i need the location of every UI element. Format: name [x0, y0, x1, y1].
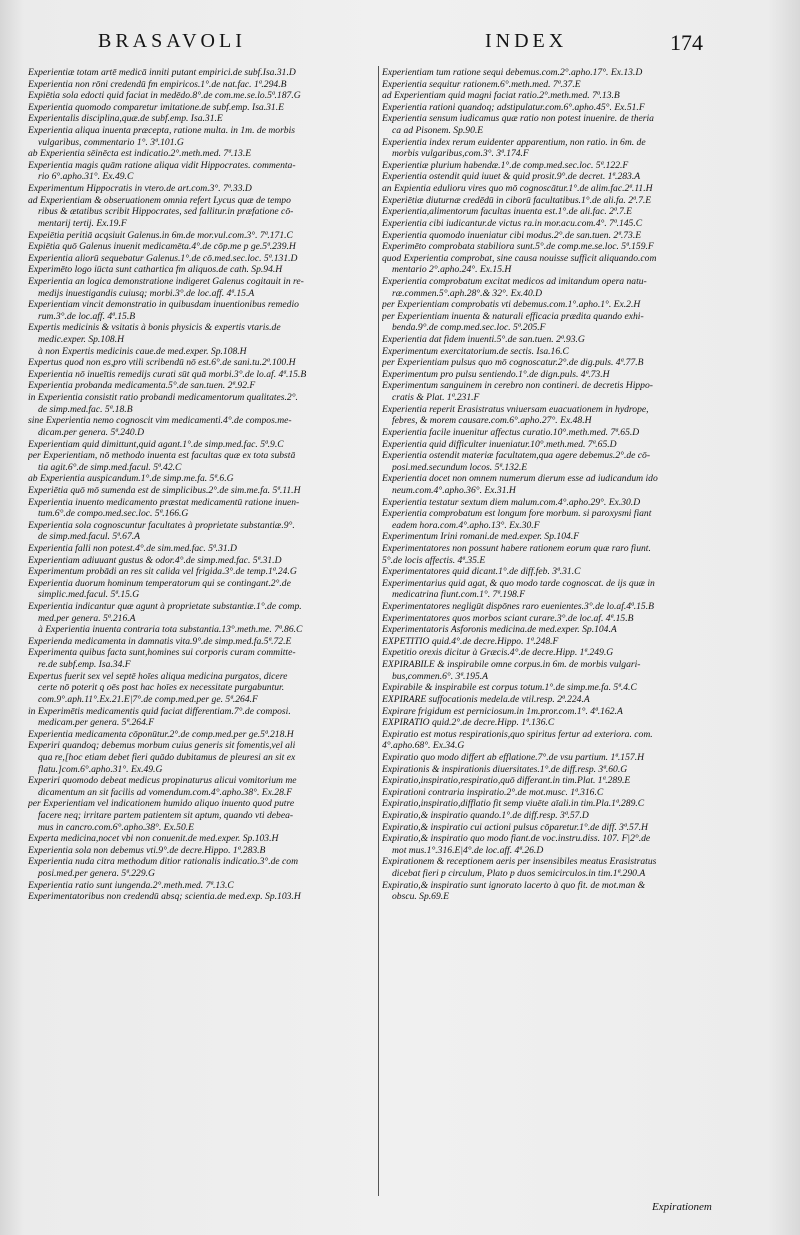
index-entry-line: Experientiam tum ratione sequi debemus.com.2°.apho.17°. Ex.13.D: [382, 67, 643, 78]
index-entry-line: Experimentarius quid agat, & quo modo tarde cognoscat. de ijs quæ in: [382, 577, 655, 589]
index-entry-line: Experientalis disciplina,quæ.de subf.emp. Isa.31.E: [28, 113, 223, 125]
index-entry-line: sine Experientia nemo cognoscit vim medicamenti.4°.de compos.me-: [28, 415, 292, 427]
index-entry-line: Experientia magis quām ratione aliqua vidit Hippocrates. commenta-: [28, 159, 296, 171]
index-entry-line: Experimentum exercitatorium.de sectis. Isa.16.C: [382, 345, 569, 357]
index-entry-line: Experimentatores quos morbos sciant curare.3°.de loc.af. 4ª.15.B: [382, 612, 634, 624]
index-entry-line: Experientia nuda citra methodum ditior rationalis indicatio.3°.de com: [28, 856, 299, 868]
index-entry-line: Experimenta quibus facta sunt,homines sui corporis curam committe-: [28, 647, 296, 659]
index-entry-line: Experientia quid difficulter inueniatur.10°.meth.med. 7ª.65.D: [382, 438, 617, 450]
index-entry-line: Expertus quod non es,pro vtili scribendū nō est.6°.de sani.tu.2ª.100.H: [28, 357, 296, 369]
index-entry-line: Expiratio,inspiratio,respiratio,quō differant.in tim.Plat. 1ª.289.E: [382, 775, 631, 787]
index-entry-line: dicebat fieri p circulum, Plato p duos semicirculos.in tim.1ª.290.A: [392, 868, 646, 880]
index-entry-line: Experimentum pro pulsu sentiendo.1°.de dign.puls. 4ª.73.H: [382, 368, 610, 380]
index-entry-line: Expertus fuerit sex vel septē hoīes aliqua medicina purgatos, dicere: [28, 670, 288, 682]
index-entry-line: Expiratio,& inspiratio quando.1°.de diff.resp. 3ª.57.D: [382, 810, 589, 821]
index-entry-line: certe nō poterit q oēs post hac hoīes ex necessitate purgabuntur.: [38, 682, 285, 694]
index-entry-line: Experimentatores quid dicant.1°.de diff.feb. 3ª.31.C: [382, 566, 581, 578]
index-entry-line: Experimēto logo iūcta sunt cathartica fm aliquos.de cath. Sp.94.H: [28, 264, 283, 276]
index-entry-line: ad Experientiam & obseruationem omnia refert Lycus quæ de tempo: [28, 194, 291, 206]
index-entry-line: ribus & ætatibus scribit Hippocrates, sed fallitur.in præfatione cō-: [38, 206, 294, 218]
index-entry-line: Experientia docet non omnem numerum dierum esse ad iudicandum ido: [382, 473, 658, 485]
index-entry-line: Expirationis & inspirationis diuersitates.1°.de diff.resp. 3ª.60.G: [382, 763, 628, 775]
index-entry-line: neum.com.4°.apho.36°. Ex.31.H: [392, 484, 516, 496]
catchword: Expirationem: [652, 1201, 712, 1213]
index-entry-line: Experientia sequitur rationem.6°.meth.med. 7ª.37.E: [382, 78, 581, 90]
index-entry-line: morbis vulgaribus,com.3°. 3ª.174.F: [392, 148, 529, 160]
index-entry-line: Experiētia quō mō sumenda est de simplicibus.2°.de sim.me.fa. 5ª.11.H: [28, 484, 301, 496]
index-entry-line: Experientia an logica demonstratione indigeret Galenus cogitauit in re-: [28, 275, 304, 287]
index-entry-line: mentario 2°.apho.24°. Ex.15.H: [392, 264, 512, 276]
index-entry-line: ab Experientia auspicandum.1°.de simp.me.fa. 5ª.6.G: [28, 473, 234, 485]
index-entry-line: Experiētiæ diuturnæ credēdū in ciborū facultatibus.1°.de ali.fa. 2ª.7.E: [382, 194, 652, 206]
index-entry-line: Experimentum Irini romani.de med.exper. Sp.104.F: [382, 531, 580, 543]
column-divider: [378, 66, 379, 1196]
index-entry-line: Experientiam adiuuant gustus & odor.4°.de simp.med.fac. 5ª.31.D: [28, 554, 282, 566]
index-entry-line: qua re,[hoc etiam debet fieri quādo dubitamus de pleuresi an sit ex: [38, 751, 296, 763]
index-entry-line: Experientia inuento medicamento præstat medicamentū ratione inuen-: [28, 496, 300, 508]
index-entry-line: Experientia medicamenta cōponūtur.2°.de comp.med.per ge.5ª.218.H: [28, 728, 294, 740]
index-entry-line: Experientia cibi iudicantur.de victus ra.in mor.acu.com.4°. 7ª.145.C: [382, 217, 643, 229]
index-entry-line: Experientia aliorū sequebatur Galenus.1°.de cō.med.sec.loc. 5ª.131.D: [28, 252, 298, 264]
index-entry-line: ræ.commen.5°.aph.28°.& 32°. Ex.40.D: [392, 287, 543, 299]
index-entry-line: per Experientiam comprobatis vti debemus.com.1°.apho.1°. Ex.2.H: [382, 299, 641, 311]
running-head-author: BRASAVOLI: [98, 30, 246, 52]
index-entry-line: Experta medicina,nocet vbi non conuenit.de med.exper. Sp.103.H: [28, 833, 279, 845]
index-entry-line: 5°.de locis affectis. 4ª.35.E: [382, 554, 486, 566]
index-entry-line: Expiratio quo modo differt ab efflatione.7°.de vsu partium. 1ª.157.H: [382, 751, 645, 763]
index-entry-line: tia agit.6°.de simp.med.facul. 5ª.42.C: [38, 461, 182, 473]
index-entry-line: mot mus.1°.316.E|4°.de loc.aff. 4ª.26.D: [392, 844, 544, 856]
index-entry-line: Experiri quandoq; debemus morbum cuius generis sit fomentis,vel ali: [28, 740, 296, 752]
index-entry-line: Experientia sola cognoscuntur facultates à proprietate substantiæ.9°.: [28, 519, 295, 531]
index-entry-line: obscu. Sp.69.E: [392, 891, 450, 903]
index-entry-line: eadem hora.com.4°.apho.13°. Ex.30.F: [392, 519, 540, 531]
index-entry-line: med.per genera. 5ª.216.A: [38, 612, 136, 624]
index-entry-line: Experimentum sanguinem in cerebro non contineri. de decretis Hippo-: [382, 380, 653, 392]
index-entry-line: bus,commen.6°. 3ª.195.A: [392, 670, 489, 682]
index-entry-line: Experimentatores non possunt habere rationem eorum quæ raro fiunt.: [382, 542, 651, 554]
index-entry-line: Experientia comprobatum est longum fore morbum. si paroxysmi fiant: [382, 508, 652, 520]
index-entry-line: Experientia comprobatum excitat medicos ad imitandum opera natu-: [382, 275, 647, 287]
index-entry-line: ca ad Pisonem. Sp.90.E: [392, 125, 484, 137]
index-entry-line: Experienda medicamenta in damnatis vita.9°.de simp.med.fa.5ª.72.E: [28, 635, 292, 647]
index-entry-line: à non Expertis medicinis caue.de med.exper. Sp.108.H: [38, 345, 247, 357]
index-entry-line: per Experientiam inuenta & naturali efficacia prædita quando exhi-: [382, 310, 644, 322]
index-entry-line: simplic.med.facul. 5ª.15.G: [38, 589, 140, 601]
index-column-left: [28, 67, 374, 1197]
index-entry-line: facere neq; irritare partem patientem sit aptum, quando vti debea-: [38, 810, 294, 821]
index-entry-line: rum.3°.de loc.aff. 4ª.15.B: [38, 310, 136, 322]
index-entry-line: Experientia reperit Erasistratus vniuersam euacuationem in hydrope,: [382, 403, 649, 415]
index-entry-line: Experientiæ plurium habendæ.1°.de comp.med.sec.loc. 5ª.122.F: [382, 159, 629, 171]
index-entry-line: Experientia sensum iudicamus quæ ratio non potest inuenire. de theria: [382, 113, 654, 125]
index-entry-line: Experientia,alimentorum facultas inuenta est.1°.de ali.fac. 2ª.7.E: [382, 206, 633, 218]
index-entry-line: quod Experientia comprobat, sine causa nouisse sufficit aliquando.com: [382, 252, 657, 264]
index-entry-line: com.9°.aph.11°.Ex.21.E|7°.de comp.med.per ge. 5ª.264.F: [38, 693, 258, 705]
index-entry-line: vulgaribus, commentario 1°. 3ª.101.G: [38, 136, 184, 148]
page-number: 174: [670, 30, 703, 55]
index-entry-line: Expetitio orexis dicitur à Græcis.4°.de decre.Hipp. 1ª.249.G: [382, 647, 614, 659]
index-entry-line: EXPIRABILE & inspirabile omne corpus.in 6m. de morbis vulgari-: [382, 659, 641, 671]
index-entry-line: Experientia quomodo inueniatur cibi modus.2°.de san.tuen. 2ª.73.E: [382, 229, 642, 241]
index-entry-line: Experientiam quid dimittunt,quid agant.1°.de simp.med.fac. 5ª.9.C: [28, 438, 284, 450]
index-entry-line: Experimentatoris Asforonis medicina.de med.exper. Sp.104.A: [382, 624, 617, 636]
index-entry-line: Experiri quomodo debeat medicus propinaturus alicui vomitorium me: [28, 775, 297, 787]
index-entry-line: Experientia ratio sunt iungenda.2°.meth.med. 7ª.13.C: [28, 879, 234, 891]
index-entry-line: tum.6°.de compo.med.sec.loc. 5ª.166.G: [38, 508, 189, 520]
index-entry-line: mus in cancro.com.6°.apho.38°. Ex.50.E: [38, 821, 194, 833]
index-entry-line: ad Experientiam quid magni faciat ratio.2°.meth.med. 7ª.13.B: [382, 90, 620, 102]
index-entry-line: per Experientiam vel indicationem humido aliquo inuento quod putre: [28, 798, 295, 810]
index-entry-line: rio 6°.apho.31°. Ex.49.C: [38, 171, 134, 183]
index-entry-line: in Experientia consistit ratio probandi medicamentorum qualitates.2°.: [28, 392, 298, 404]
running-head-title: INDEX: [485, 30, 568, 52]
index-entry-line: Expirabile & inspirabile est corpus totum.1°.de simp.me.fa. 5ª.4.C: [382, 682, 637, 694]
index-entry-line: Experientiam vincit demonstratio in quibusdam inuentionibus remedio: [28, 299, 299, 311]
index-entry-line: Expiratio,& inspiratio cui actioni pulsus cōparetur.1°.de diff. 3ª.57.H: [382, 821, 648, 833]
index-entry-line: medicatrina fiunt.com.1°. 7ª.198.F: [392, 589, 526, 601]
index-entry-line: ab Experientia sēinēcta est indicatio.2°.meth.med. 7ª.13.E: [28, 148, 252, 160]
index-entry-line: 4°.apho.68°. Ex.34.G: [382, 740, 465, 752]
index-entry-line: cratis & Plat. 1ª.231.F: [392, 392, 480, 404]
index-entry-line: Experientia rationi quandoq; adstipulatur.com.6°.apho.45°. Ex.51.F: [382, 101, 645, 113]
index-entry-line: de simp.med.fac. 5ª.18.B: [38, 403, 133, 415]
index-entry-line: Expertis medicinis & vsitatis à bonis physicis & expertis vtaris.de: [28, 322, 281, 334]
index-entry-line: à Experientia inuenta contraria tota substantia.13°.meth.me. 7ª.86.C: [38, 624, 303, 636]
index-entry-line: Experientia probanda medicamenta.5°.de san.tuen. 2ª.92.F: [28, 380, 256, 392]
index-entry-line: Expiratio,& inspiratio sunt ignorato lacerto à quo fit. de mot.man &: [382, 879, 646, 891]
index-entry-line: Experimentatores negligūt dispōnes raro euenientes.3°.de lo.af.4ª.15.B: [382, 601, 654, 613]
index-entry-line: medijs inuestigandis cuiusq; morbi.3°.de loc.aff. 4ª.15.A: [38, 287, 255, 299]
index-entry-line: in Experimētis medicamentis quid faciat differentiam.7°.de composi.: [28, 705, 291, 717]
index-entry-line: mentarij tertij. Ex.19.F: [38, 217, 127, 229]
index-entry-line: flatu.]com.6°.apho.31°. Ex.49.G: [38, 763, 163, 775]
index-entry-line: Experientia dat fidem inuenti.5°.de san.tuen. 2ª.93.G: [382, 334, 585, 346]
index-entry-line: medicam.per genera. 5ª.264.F: [38, 717, 155, 729]
index-entry-line: EXPETITIO quid.4°.de decre.Hippo. 1ª.248.F: [382, 635, 559, 647]
index-entry-line: dicam.per genera. 5ª.240.D: [38, 426, 145, 438]
index-entry-line: medic.exper. Sp.108.H: [38, 334, 125, 346]
index-entry-line: Expiratio,& inspiratio quo modo fiant.de voc.instru.diss. 107. F|2°.de: [382, 833, 651, 845]
index-entry-line: Experientia facile inuenitur affectus curatio.10°.meth.med. 7ª.65.D: [382, 426, 640, 438]
index-entry-line: re.de subf.emp. Isa.34.F: [38, 659, 131, 671]
index-entry-line: benda.9°.de comp.med.sec.loc. 5ª.205.F: [392, 322, 546, 334]
index-column-right: [382, 67, 738, 1177]
index-entry-line: Expiratio est motus respirationis,quo spiritus fertur ad exteriora. com.: [382, 728, 653, 740]
index-entry-line: posi.med.secundum locos. 5ª.132.E: [392, 461, 528, 473]
index-entry-line: Expirare frigidum est perniciosum.in 1m.pror.com.1°. 4ª.162.A: [382, 705, 623, 717]
index-entry-line: febres, & morem causare.com.6°.apho.27°. Ex.48.H: [392, 415, 592, 427]
index-entry-line: de simp.med.facul. 5ª.67.A: [38, 531, 141, 543]
index-entry-line: per Experientiam pulsus quo mō cognoscatur.2°.de dig.puls. 4ª.77.B: [382, 357, 644, 369]
index-entry-line: Experientia aliqua inuenta præcepta, ratione multa. in 1m. de morbis: [28, 125, 295, 137]
index-entry-line: Expeiētia peritiā acqsiuit Galenus.in 6m.de mor.vul.com.3°. 7ª.171.C: [28, 229, 293, 241]
index-entry-line: Expirationi contraria inspiratio.2°.de mot.musc. 1ª.316.C: [382, 786, 604, 798]
index-entry-line: EXPIRATIO quid.2°.de decre.Hipp. 1ª.136.C: [382, 717, 555, 729]
index-entry-line: per Experientiam, nō methodo inuenta est facultas quæ ex tota substā: [28, 450, 296, 462]
index-entry-line: Experimentum Hippocratis in vtero.de art.com.3°. 7ª.33.D: [28, 183, 252, 195]
index-entry-line: Experientia duorum hominum temperatorum qui se contingant.2°.de: [28, 577, 291, 589]
index-entry-line: Experientia non rōni credendū fm empiricos.1°.de nat.fac. 1ª.294.B: [28, 78, 287, 90]
index-entry-line: Experimēto comprobata stabiliora sunt.5°.de comp.me.se.loc. 5ª.159.F: [382, 241, 654, 253]
index-entry-line: Experientia index rerum euidenter apparentium, non ratio. in 6m. de: [382, 136, 646, 148]
index-entry-line: Expiētia quō Galenus inuenit medicamēta.4°.de cōp.me p ge.5ª.239.H: [28, 241, 296, 253]
index-entry-line: Experientia indicantur quæ agunt à proprietate substantiæ.1°.de comp.: [28, 601, 302, 613]
index-entry-line: an Expientia edulioru vires quo mō cognoscātur.1°.de alim.fac.2ª.11.H: [382, 183, 653, 195]
index-entry-line: Experientia testatur sextum diem malum.com.4°.apho.29°. Ex.30.D: [382, 496, 641, 508]
index-entry-line: dicamentum an sit facilis ad vomendum.com.4°.apho.38°. Ex.28.F: [38, 786, 293, 798]
index-entry-line: Experientia ostendit materiæ facultatem,qua agere debemus.2°.de cō-: [382, 450, 651, 462]
index-entry-line: Expiratio,inspiratio,difflatio fit semp viuēte aīali.in tim.Pla.1ª.289.C: [382, 798, 645, 810]
index-entry-line: posi.med.per genera. 5ª.229.G: [38, 868, 155, 880]
index-entry-line: EXPIRARE suffocationis medela.de vtil.resp. 2ª.224.A: [382, 693, 590, 705]
index-entry-line: Experientia falli non potest.4°.de sim.med.fac. 5ª.31.D: [28, 542, 237, 554]
index-entry-line: Experientiæ totam artē medicā inniti putant empirici.de subf.Isa.31.D: [28, 67, 296, 78]
index-entry-line: Experimentum probādi an res sit calida vel frigida.3°.de temp.1ª.24.G: [28, 566, 297, 578]
index-entry-line: Expiētia sola edocti quid faciat in medēdo.8°.de com.me.se.lo.5ª.187.G: [28, 90, 301, 102]
index-entry-line: Experientia ostendit quid iuuet & quid prosit.9°.de decret. 1ª.283.A: [382, 171, 641, 183]
index-entry-line: Experientia sola non debemus vti.9°.de decre.Hippo. 1ª.283.B: [28, 844, 266, 856]
index-entry-line: Expirationem & receptionem aeris per insensibiles meatus Erasistratus: [382, 856, 657, 868]
index-entry-line: Experientia quomodo comparetur imitatione.de subf.emp. Isa.31.E: [28, 101, 284, 113]
index-entry-line: Experientia nō inueītis remedijs curati sūt quā morbi.3°.de lo.af. 4ª.15.B: [28, 368, 307, 380]
index-entry-line: Experimentatoribus non credendū absq; scientia.de med.exp. Sp.103.H: [28, 891, 301, 903]
